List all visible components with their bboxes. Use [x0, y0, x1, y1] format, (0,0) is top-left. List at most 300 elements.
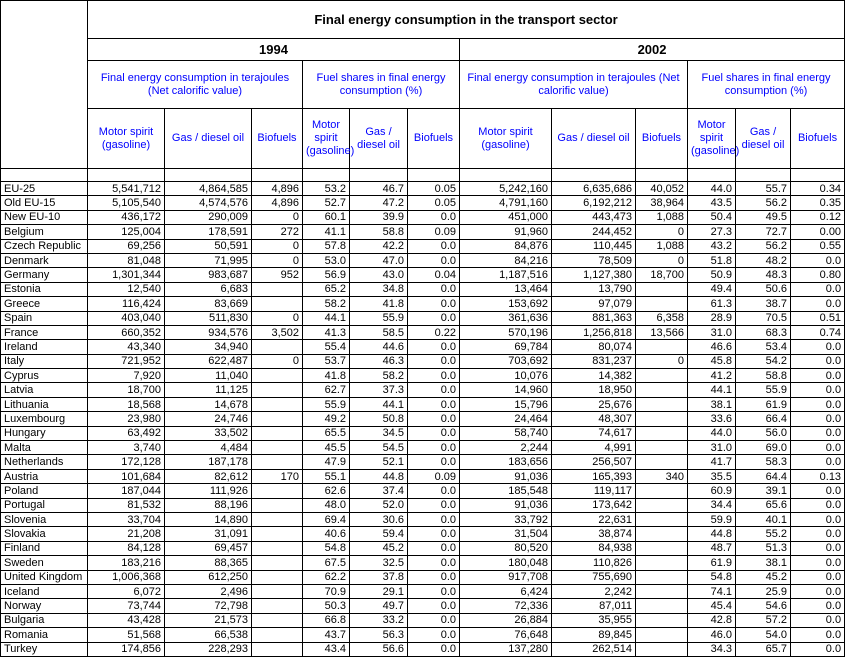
country-name-cell: Iceland	[1, 584, 88, 598]
value-cell: 0.04	[408, 268, 460, 282]
value-cell: 78,509	[552, 253, 636, 267]
value-cell: 43.5	[688, 196, 736, 210]
value-cell: 83,669	[165, 297, 252, 311]
value-cell: 65.6	[736, 498, 791, 512]
value-cell: 29.1	[350, 584, 408, 598]
table-row	[1, 268, 845, 282]
value-cell: 49.7	[350, 599, 408, 613]
value-cell: 52.7	[303, 196, 350, 210]
value-cell	[252, 397, 303, 411]
value-cell: 84,216	[460, 253, 552, 267]
table-row	[1, 297, 845, 311]
value-cell	[636, 498, 688, 512]
value-cell: 0.0	[408, 556, 460, 570]
value-cell: 31.0	[688, 441, 736, 455]
value-cell: 612,250	[165, 570, 252, 584]
country-name-cell: Portugal	[1, 498, 88, 512]
value-cell: 0.0	[408, 354, 460, 368]
value-cell: 58.2	[303, 297, 350, 311]
value-cell: 272	[252, 225, 303, 239]
value-cell: 44.8	[688, 527, 736, 541]
value-cell: 0.0	[408, 628, 460, 642]
value-cell: 0.0	[791, 527, 845, 541]
value-cell: 53.7	[303, 354, 350, 368]
value-cell: 183,216	[88, 556, 165, 570]
value-cell: 178,591	[165, 225, 252, 239]
value-cell: 4,991	[552, 441, 636, 455]
value-cell: 0.0	[408, 613, 460, 627]
value-cell	[636, 455, 688, 469]
value-cell: 50.4	[688, 210, 736, 224]
value-cell	[252, 340, 303, 354]
country-name-cell: Estonia	[1, 282, 88, 296]
value-cell: 57.2	[736, 613, 791, 627]
value-cell	[252, 484, 303, 498]
value-cell: 49.2	[303, 412, 350, 426]
value-cell: 39.9	[350, 210, 408, 224]
country-name-cell: Belgium	[1, 225, 88, 239]
value-cell: 53.4	[736, 340, 791, 354]
value-cell: 38,874	[552, 527, 636, 541]
value-cell: 58,740	[460, 426, 552, 440]
column-header: Biofuels	[252, 109, 303, 169]
year-1994-header: 1994	[88, 39, 460, 61]
value-cell: 55.1	[303, 469, 350, 483]
table-row	[1, 556, 845, 570]
value-cell	[252, 383, 303, 397]
value-cell: 403,040	[88, 311, 165, 325]
value-cell: 82,612	[165, 469, 252, 483]
value-cell: 0.12	[791, 210, 845, 224]
table-row	[1, 239, 845, 253]
value-cell: 361,636	[460, 311, 552, 325]
value-cell: 40.6	[303, 527, 350, 541]
value-cell: 170	[252, 469, 303, 483]
value-cell: 0.00	[791, 225, 845, 239]
value-cell	[636, 383, 688, 397]
value-cell: 451,000	[460, 210, 552, 224]
value-cell: 44.1	[350, 397, 408, 411]
value-cell: 44.8	[350, 469, 408, 483]
value-cell: 43.7	[303, 628, 350, 642]
value-cell: 70.9	[303, 584, 350, 598]
value-cell: 91,960	[460, 225, 552, 239]
value-cell: 3,740	[88, 441, 165, 455]
table-row	[1, 512, 845, 526]
value-cell: 244,452	[552, 225, 636, 239]
value-cell: 31.0	[688, 325, 736, 339]
value-cell: 0	[636, 354, 688, 368]
value-cell: 185,548	[460, 484, 552, 498]
value-cell: 37.3	[350, 383, 408, 397]
value-cell: 7,920	[88, 369, 165, 383]
value-cell: 4,484	[165, 441, 252, 455]
value-cell	[636, 599, 688, 613]
value-cell: 51,568	[88, 628, 165, 642]
value-cell: 22,631	[552, 512, 636, 526]
value-cell: 38.1	[736, 556, 791, 570]
value-cell: 14,382	[552, 369, 636, 383]
column-header: Motor spirit (gasoline)	[688, 109, 736, 169]
value-cell: 111,926	[165, 484, 252, 498]
value-cell: 0.0	[791, 642, 845, 656]
value-cell: 34.5	[350, 426, 408, 440]
value-cell: 14,678	[165, 397, 252, 411]
country-name-cell: Denmark	[1, 253, 88, 267]
value-cell: 0.0	[408, 253, 460, 267]
value-cell: 0.0	[791, 584, 845, 598]
group-header-consumption-1994: Final energy consumption in terajoules (Net calorific value)	[88, 61, 303, 109]
value-cell: 38,964	[636, 196, 688, 210]
value-cell	[636, 527, 688, 541]
value-cell: 0	[636, 253, 688, 267]
value-cell: 51.8	[688, 253, 736, 267]
value-cell: 0.0	[408, 412, 460, 426]
value-cell: 68.3	[736, 325, 791, 339]
value-cell: 0.34	[791, 182, 845, 196]
value-cell: 934,576	[165, 325, 252, 339]
value-cell: 54.5	[350, 441, 408, 455]
country-name-cell: France	[1, 325, 88, 339]
value-cell: 25,676	[552, 397, 636, 411]
value-cell: 44.1	[303, 311, 350, 325]
value-cell: 119,117	[552, 484, 636, 498]
value-cell: 0.0	[791, 613, 845, 627]
value-cell: 48.0	[303, 498, 350, 512]
value-cell: 65.7	[736, 642, 791, 656]
table-row	[1, 642, 845, 656]
table-row	[1, 369, 845, 383]
value-cell: 570,196	[460, 325, 552, 339]
value-cell: 44.6	[350, 340, 408, 354]
value-cell: 18,700	[636, 268, 688, 282]
country-name-cell: Italy	[1, 354, 88, 368]
value-cell: 97,079	[552, 297, 636, 311]
value-cell	[252, 556, 303, 570]
table-row	[1, 311, 845, 325]
value-cell: 33.6	[688, 412, 736, 426]
value-cell: 38.1	[688, 397, 736, 411]
country-name-cell: Norway	[1, 599, 88, 613]
value-cell: 952	[252, 268, 303, 282]
country-name-cell: Bulgaria	[1, 613, 88, 627]
value-cell	[636, 369, 688, 383]
value-cell	[252, 498, 303, 512]
column-header: Motor spirit (gasoline)	[460, 109, 552, 169]
value-cell: 101,684	[88, 469, 165, 483]
country-name-cell: Cyprus	[1, 369, 88, 383]
value-cell	[252, 613, 303, 627]
table-row	[1, 469, 845, 483]
value-cell: 59.4	[350, 527, 408, 541]
value-cell: 0.35	[791, 196, 845, 210]
value-cell: 59.9	[688, 512, 736, 526]
value-cell: 0.0	[408, 441, 460, 455]
value-cell: 48,307	[552, 412, 636, 426]
table-row	[1, 426, 845, 440]
value-cell: 50,591	[165, 239, 252, 253]
value-cell: 6,424	[460, 584, 552, 598]
value-cell: 62.6	[303, 484, 350, 498]
value-cell: 0.0	[408, 239, 460, 253]
value-cell: 57.8	[303, 239, 350, 253]
value-cell: 1,187,516	[460, 268, 552, 282]
value-cell: 0.0	[791, 484, 845, 498]
value-cell: 65.2	[303, 282, 350, 296]
value-cell: 70.5	[736, 311, 791, 325]
value-cell: 47.2	[350, 196, 408, 210]
value-cell	[252, 527, 303, 541]
value-cell: 81,532	[88, 498, 165, 512]
value-cell: 0.0	[408, 311, 460, 325]
value-cell: 1,088	[636, 210, 688, 224]
value-cell: 49.4	[688, 282, 736, 296]
value-cell: 703,692	[460, 354, 552, 368]
value-cell: 24,746	[165, 412, 252, 426]
table-row	[1, 527, 845, 541]
value-cell: 45.2	[350, 541, 408, 555]
value-cell: 46.0	[688, 628, 736, 642]
table-row	[1, 584, 845, 598]
spacer-cell	[252, 169, 303, 182]
country-name-cell: Netherlands	[1, 455, 88, 469]
value-cell: 1,256,818	[552, 325, 636, 339]
value-cell	[252, 599, 303, 613]
value-cell: 1,006,368	[88, 570, 165, 584]
value-cell: 54.2	[736, 354, 791, 368]
value-cell: 56.3	[350, 628, 408, 642]
value-cell: 91,036	[460, 498, 552, 512]
value-cell: 0.0	[408, 541, 460, 555]
value-cell: 0.13	[791, 469, 845, 483]
value-cell: 31,504	[460, 527, 552, 541]
table-row	[1, 340, 845, 354]
country-name-cell: Old EU-15	[1, 196, 88, 210]
value-cell	[252, 426, 303, 440]
table-row	[1, 397, 845, 411]
value-cell: 43,340	[88, 340, 165, 354]
value-cell: 50.6	[736, 282, 791, 296]
value-cell: 0	[636, 225, 688, 239]
value-cell: 54.8	[688, 570, 736, 584]
value-cell	[252, 570, 303, 584]
value-cell: 33,792	[460, 512, 552, 526]
value-cell	[636, 426, 688, 440]
country-name-cell: Austria	[1, 469, 88, 483]
value-cell	[636, 628, 688, 642]
value-cell: 38.7	[736, 297, 791, 311]
value-cell: 1,088	[636, 239, 688, 253]
value-cell: 33.2	[350, 613, 408, 627]
value-cell: 0	[252, 253, 303, 267]
value-cell: 74,617	[552, 426, 636, 440]
value-cell: 187,044	[88, 484, 165, 498]
value-cell	[636, 541, 688, 555]
table-row	[1, 484, 845, 498]
value-cell: 165,393	[552, 469, 636, 483]
value-cell: 54.6	[736, 599, 791, 613]
spacer-cell	[1, 169, 88, 182]
value-cell: 35,955	[552, 613, 636, 627]
value-cell: 54.8	[303, 541, 350, 555]
value-cell: 58.5	[350, 325, 408, 339]
value-cell: 0.0	[408, 498, 460, 512]
value-cell: 340	[636, 469, 688, 483]
value-cell: 61.9	[736, 397, 791, 411]
value-cell: 34,940	[165, 340, 252, 354]
value-cell: 73,744	[88, 599, 165, 613]
value-cell: 15,796	[460, 397, 552, 411]
country-name-cell: New EU-10	[1, 210, 88, 224]
value-cell: 53.0	[303, 253, 350, 267]
value-cell: 48.3	[736, 268, 791, 282]
value-cell: 62.2	[303, 570, 350, 584]
table-row	[1, 196, 845, 210]
value-cell: 0.0	[408, 642, 460, 656]
value-cell: 88,365	[165, 556, 252, 570]
value-cell: 6,683	[165, 282, 252, 296]
value-cell: 81,048	[88, 253, 165, 267]
value-cell: 0.0	[408, 397, 460, 411]
spacer-cell	[552, 169, 636, 182]
value-cell: 755,690	[552, 570, 636, 584]
value-cell: 64.4	[736, 469, 791, 483]
value-cell	[636, 556, 688, 570]
value-cell: 43.2	[688, 239, 736, 253]
value-cell: 80,074	[552, 340, 636, 354]
table-row	[1, 282, 845, 296]
value-cell: 34.8	[350, 282, 408, 296]
value-cell: 0	[252, 239, 303, 253]
value-cell: 39.1	[736, 484, 791, 498]
value-cell: 183,656	[460, 455, 552, 469]
value-cell: 34.3	[688, 642, 736, 656]
value-cell	[252, 628, 303, 642]
value-cell: 84,876	[460, 239, 552, 253]
value-cell: 50.9	[688, 268, 736, 282]
value-cell: 35.5	[688, 469, 736, 483]
value-cell: 0.0	[408, 369, 460, 383]
value-cell: 0.0	[408, 297, 460, 311]
value-cell: 983,687	[165, 268, 252, 282]
value-cell: 65.5	[303, 426, 350, 440]
value-cell	[636, 570, 688, 584]
value-cell: 153,692	[460, 297, 552, 311]
value-cell: 917,708	[460, 570, 552, 584]
value-cell: 30.6	[350, 512, 408, 526]
value-cell: 0.0	[791, 599, 845, 613]
value-cell: 62.7	[303, 383, 350, 397]
value-cell: 42.2	[350, 239, 408, 253]
value-cell: 0.0	[408, 527, 460, 541]
value-cell: 660,352	[88, 325, 165, 339]
value-cell: 13,566	[636, 325, 688, 339]
value-cell: 3,502	[252, 325, 303, 339]
value-cell: 50.3	[303, 599, 350, 613]
value-cell: 2,496	[165, 584, 252, 598]
value-cell: 21,573	[165, 613, 252, 627]
value-cell: 6,358	[636, 311, 688, 325]
value-cell: 63,492	[88, 426, 165, 440]
table-row	[1, 613, 845, 627]
country-name-cell: Greece	[1, 297, 88, 311]
value-cell: 43.0	[350, 268, 408, 282]
value-cell: 46.6	[688, 340, 736, 354]
value-cell: 69,784	[460, 340, 552, 354]
value-cell	[636, 512, 688, 526]
corner-cell	[1, 1, 88, 169]
value-cell: 55.2	[736, 527, 791, 541]
value-cell: 0.0	[408, 455, 460, 469]
value-cell: 32.5	[350, 556, 408, 570]
value-cell: 110,445	[552, 239, 636, 253]
value-cell: 18,950	[552, 383, 636, 397]
table-row	[1, 599, 845, 613]
value-cell: 56.6	[350, 642, 408, 656]
value-cell: 0.74	[791, 325, 845, 339]
table-row	[1, 182, 845, 196]
value-cell: 40,052	[636, 182, 688, 196]
value-cell: 34.4	[688, 498, 736, 512]
table-row	[1, 210, 845, 224]
value-cell: 72,798	[165, 599, 252, 613]
spacer-cell	[303, 169, 350, 182]
country-name-cell: EU-25	[1, 182, 88, 196]
value-cell	[252, 541, 303, 555]
country-name-cell: United Kingdom	[1, 570, 88, 584]
value-cell	[636, 642, 688, 656]
value-cell: 4,574,576	[165, 196, 252, 210]
value-cell: 0.0	[791, 369, 845, 383]
value-cell: 41.8	[350, 297, 408, 311]
country-name-cell: Slovenia	[1, 512, 88, 526]
table-row	[1, 383, 845, 397]
value-cell: 1,301,344	[88, 268, 165, 282]
value-cell: 72,336	[460, 599, 552, 613]
table-row	[1, 455, 845, 469]
value-cell: 0.0	[791, 556, 845, 570]
column-header: Gas / diesel oil	[350, 109, 408, 169]
value-cell: 0.0	[791, 354, 845, 368]
value-cell: 0.09	[408, 225, 460, 239]
value-cell	[636, 297, 688, 311]
column-header: Biofuels	[408, 109, 460, 169]
value-cell: 33,704	[88, 512, 165, 526]
table-row	[1, 498, 845, 512]
value-cell: 88,196	[165, 498, 252, 512]
value-cell: 33,502	[165, 426, 252, 440]
value-cell	[636, 397, 688, 411]
value-cell: 0.0	[791, 455, 845, 469]
value-cell: 881,363	[552, 311, 636, 325]
value-cell: 0.0	[408, 512, 460, 526]
group-header-shares-1994: Fuel shares in final energy consumption (%)	[303, 61, 460, 109]
value-cell: 56.2	[736, 196, 791, 210]
value-cell: 45.5	[303, 441, 350, 455]
value-cell: 18,568	[88, 397, 165, 411]
value-cell: 46.7	[350, 182, 408, 196]
value-cell: 0.0	[408, 570, 460, 584]
spacer-cell	[636, 169, 688, 182]
value-cell: 37.4	[350, 484, 408, 498]
value-cell: 55.9	[350, 311, 408, 325]
spacer-cell	[688, 169, 736, 182]
value-cell: 0.0	[791, 383, 845, 397]
value-cell: 5,541,712	[88, 182, 165, 196]
table-row	[1, 628, 845, 642]
value-cell: 24,464	[460, 412, 552, 426]
value-cell: 6,192,212	[552, 196, 636, 210]
